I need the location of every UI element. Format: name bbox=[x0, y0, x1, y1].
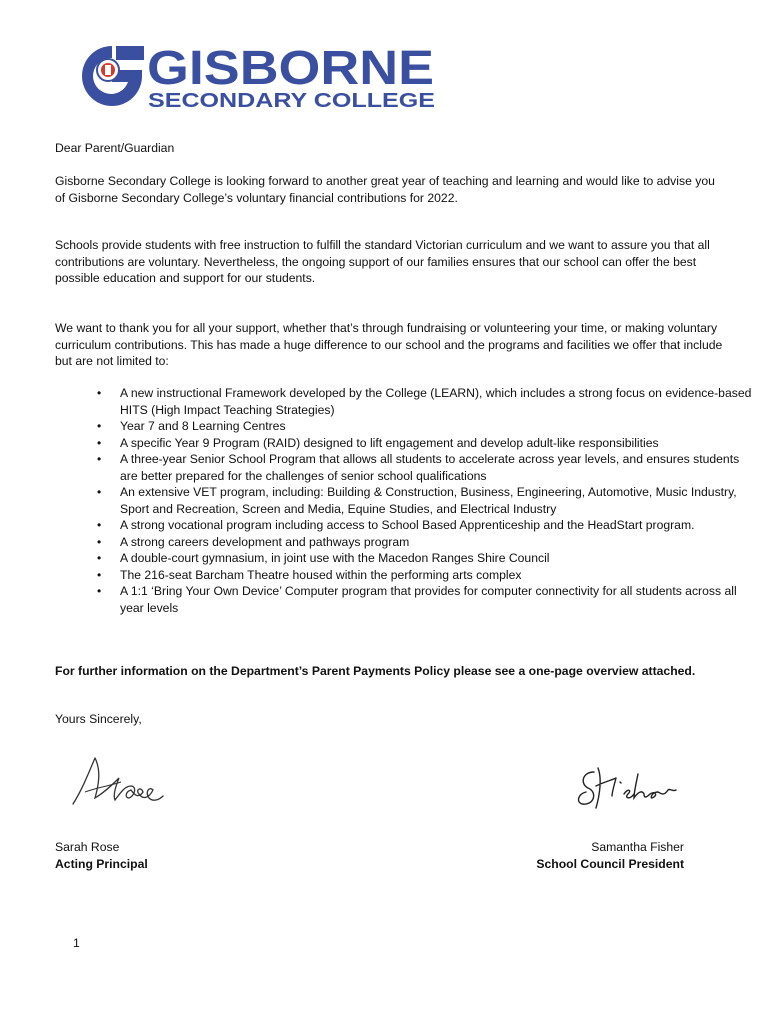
list-item: • A 1:1 ‘Bring Your Own Device’ Computer program that provides for computer connectivity for all students across all year levels bbox=[120, 583, 760, 616]
list-item: • A strong vocational program including access to School Based Apprenticeship and the HeadStart program. bbox=[120, 517, 760, 534]
programs-list bbox=[55, 385, 760, 616]
list-item: • A strong careers development and pathways program bbox=[120, 534, 760, 551]
logo-emblem-icon bbox=[82, 46, 144, 106]
page-number: 1 bbox=[73, 936, 80, 950]
signature-left bbox=[65, 752, 165, 812]
list-item: • An extensive VET program, including: Building & Construction, Business, Engineering, Automotive, Music Industry, Sport and Recreation, Screen and Media, Equine Studies, and Electrical Industry bbox=[120, 484, 760, 517]
list-item: • Year 7 and 8 Learning Centres bbox=[120, 418, 760, 435]
list-item: • A new instructional Framework developed by the College (LEARN), which includes a strong focus on evidence-based HITS (High Impact Teaching Strategies) bbox=[120, 385, 760, 418]
signatory-title: Acting Principal bbox=[55, 857, 148, 871]
signatory-title: School Council President bbox=[536, 857, 684, 871]
list-item: • A three-year Senior School Program that allows all students to accelerate across year levels, and ensures students are better prepared for the challenges of senior school qualifications bbox=[120, 451, 760, 484]
signatory-left bbox=[55, 839, 148, 873]
signature-right bbox=[572, 764, 682, 816]
closing: Yours Sincerely, bbox=[55, 712, 142, 726]
school-logo bbox=[72, 40, 442, 112]
intro-paragraph: Gisborne Secondary College is looking forward to another great year of teaching and learning and would like to advise you of Gisborne Secondary College’s voluntary financial contributions for 2022. bbox=[55, 174, 715, 205]
thanks-paragraph: We want to thank you for all your support, whether that’s through fundraising or volunteering your time, or making voluntary curriculum contributions. This has made a huge difference to our school and the programs and facilities we offer that include but are not limited to: bbox=[55, 321, 723, 368]
signatory-right bbox=[536, 839, 684, 873]
school-name-line2: SECONDARY COLLEGE bbox=[148, 90, 435, 112]
policy-note: For further information on the Department’s Parent Payments Policy please see a one-page overview attached. bbox=[55, 664, 696, 678]
salutation: Dear Parent/Guardian bbox=[55, 141, 175, 155]
list-item: • The 216-seat Barcham Theatre housed within the performing arts complex bbox=[120, 567, 760, 584]
signatory-name: Sarah Rose bbox=[55, 840, 120, 854]
school-name-line1: GISBORNE bbox=[147, 42, 434, 95]
signatory-name: Samantha Fisher bbox=[591, 840, 684, 854]
list-item: • A specific Year 9 Program (RAID) designed to lift engagement and develop adult-like responsibilities bbox=[120, 435, 760, 452]
list-item: • A double-court gymnasium, in joint use with the Macedon Ranges Shire Council bbox=[120, 550, 760, 567]
contributions-paragraph: Schools provide students with free instruction to fulfill the standard Victorian curriculum and we want to assure you that all contributions are voluntary. Nevertheless, the ongoing support of our families ensures that our school can offer the best possible education and support for our students. bbox=[55, 238, 710, 285]
